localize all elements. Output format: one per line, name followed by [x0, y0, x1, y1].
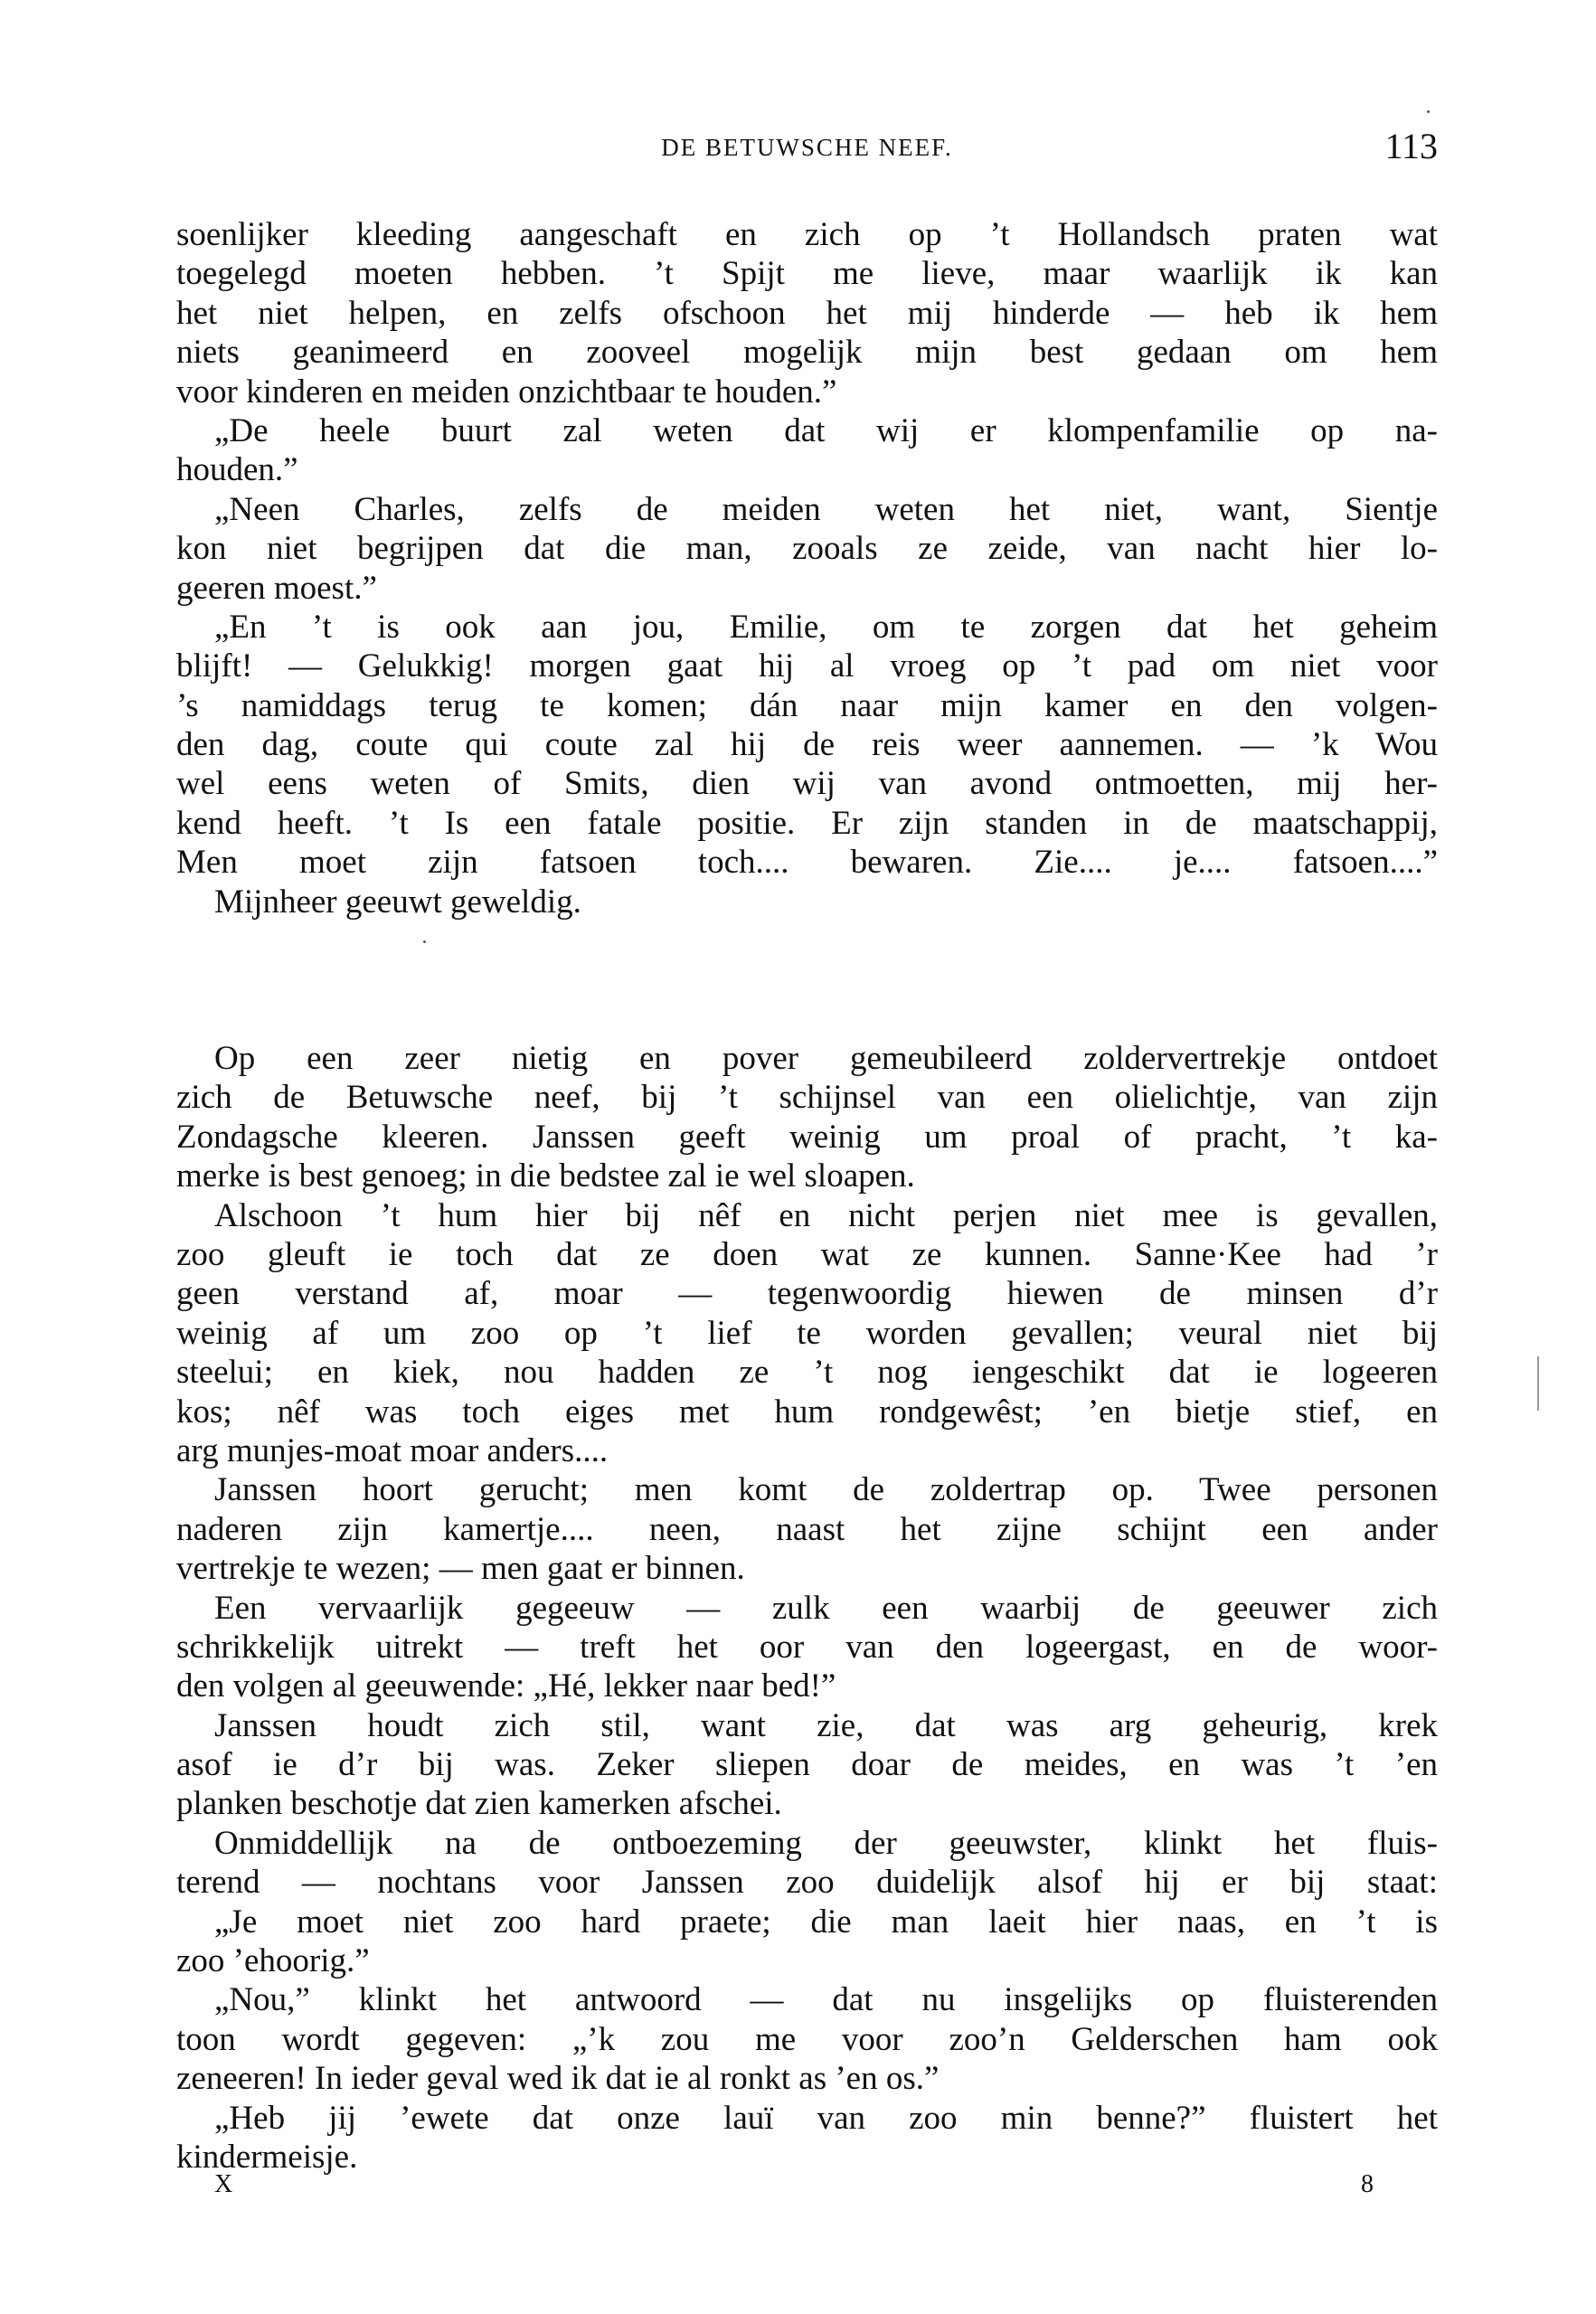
text-line: naderen zijn kamertje.... neen, naast het zijne schijnt een ander: [176, 1510, 1438, 1548]
text-line: geen verstand af, moar — tegenwoordig hiewen de minsen d’r: [176, 1275, 1438, 1313]
running-head: [176, 125, 1438, 170]
scan-speck: [1427, 110, 1430, 113]
text-line: den volgen al geeuwende: „Hé, lekker naar bed!”: [176, 1667, 836, 1705]
text-line: kindermeisje.: [176, 2138, 358, 2176]
text-line: weinig af um zoo op ’t lief te worden gevallen; veural niet bij: [176, 1314, 1438, 1352]
signature-marks: [176, 2170, 1438, 2206]
text-line: toegelegd moeten hebben. ’t Spijt me lieve, maar waarlijk ik kan: [176, 255, 1438, 293]
text-line: Een vervaarlijk gegeeuw — zulk een waarbij de geeuwer zich: [214, 1589, 1438, 1627]
text-line: „De heele buurt zal weten dat wij er klompenfamilie op na-: [214, 411, 1438, 449]
text-line: planken beschotje dat zien kamerken afschei.: [176, 1785, 782, 1823]
text-line: Alschoon ’t hum hier bij nêf en nicht perjen niet mee is gevallen,: [214, 1196, 1438, 1234]
text-line: toon wordt gegeven: „’k zou me voor zoo’n Gelderschen ham ook: [176, 2020, 1438, 2058]
text-line: houden.”: [176, 451, 298, 489]
running-title: DE BETUWSCHE NEEF.: [661, 134, 953, 161]
text-line: den dag, coute qui coute zal hij de reis weer aannemen. — ’k Wou: [176, 726, 1438, 764]
text-line: Mijnheer geeuwt geweldig.: [214, 883, 581, 921]
text-line: kend heeft. ’t Is een fatale positie. Er zijn standen in de maatschappij,: [176, 804, 1438, 842]
text-line: „Neen Charles, zelfs de meiden weten het niet, want, Sientje: [214, 490, 1438, 528]
text-line: voor kinderen en meiden onzichtbaar te houden.”: [176, 373, 837, 411]
text-line: zoo gleuft ie toch dat ze doen wat ze kunnen. Sanne·Kee had ’r: [176, 1235, 1438, 1273]
signature-mark-right: 8: [1361, 2170, 1374, 2198]
text-line: „En ’t is ook aan jou, Emilie, om te zorgen dat het geheim: [214, 608, 1438, 646]
text-line: het niet helpen, en zelfs ofschoon het mij hinderde — heb ik hem: [176, 294, 1438, 332]
text-line: Janssen houdt zich stil, want zie, dat was arg geheurig, krek: [214, 1706, 1438, 1744]
text-line: niets geanimeerd en zooveel mogelijk mijn best gedaan om hem: [176, 334, 1438, 372]
text-line: zich de Betuwsche neef, bij ’t schijnsel van een olielichtje, van zijn: [176, 1079, 1438, 1117]
page-number: 113: [1384, 126, 1438, 166]
text-line: vertrekje te wezen; — men gaat er binnen.: [176, 1550, 745, 1588]
text-line: soenlijker kleeding aangeschaft en zich op ’t Hollandsch praten wat: [176, 216, 1438, 253]
text-line: wel eens weten of Smits, dien wij van avond ontmoetten, mij her-: [176, 765, 1438, 803]
text-line: steelui; en kiek, nou hadden ze ’t nog iengeschikt dat ie logeeren: [176, 1354, 1438, 1392]
scan-edge-mark: [1537, 1356, 1539, 1411]
text-line: zeneeren! In ieder geval wed ik dat ie al ronkt as ’en os.”: [176, 2060, 940, 2098]
text-line: Op een zeer nietig en pover gemeubileerd zoldervertrekje ontdoet: [214, 1040, 1438, 1078]
text-line: schrikkelijk uitrekt — treft het oor van den logeergast, en de woor-: [176, 1628, 1438, 1666]
text-line: merke is best genoeg; in die bedstee zal ie wel sloapen.: [176, 1157, 915, 1195]
text-line: Zondagsche kleeren. Janssen geeft weinig um proal of pracht, ’t ka-: [176, 1118, 1438, 1156]
text-line: „Je moet niet zoo hard praete; die man laeit hier naas, en ’t is: [214, 1903, 1438, 1941]
text-line: kon niet begrijpen dat die man, zooals ze zeide, van nacht hier lo-: [176, 530, 1438, 568]
text-line: terend — nochtans voor Janssen zoo duidelijk alsof hij er bij staat:: [176, 1864, 1438, 1902]
section-dialogue: [176, 215, 1438, 921]
text-line: asof ie d’r bij was. Zeker sliepen doar de meides, en was ’t ’en: [176, 1746, 1438, 1784]
text-line: Men moet zijn fatsoen toch.... bewaren. Zie.... je.... fatsoen....”: [176, 844, 1438, 882]
text-line: Janssen hoort gerucht; men komt de zoldertrap op. Twee personen: [214, 1471, 1438, 1509]
body-text: [176, 215, 1438, 2177]
signature-mark-left: X: [214, 2170, 233, 2198]
text-line: „Nou,” klinkt het antwoord — dat nu insgelijks op fluisterenden: [214, 1981, 1438, 2019]
section-attic-scene: [176, 1039, 1438, 2177]
section-break: [176, 921, 1438, 1039]
text-line: ’s namiddags terug te komen; dán naar mijn kamer en den volgen-: [176, 686, 1438, 724]
text-line: geeren moest.”: [176, 569, 377, 607]
text-line: arg munjes-moat moar anders....: [176, 1431, 609, 1469]
scan-speck: [423, 940, 426, 943]
text-line: blijft! — Gelukkig! morgen gaat hij al vroeg op ’t pad om niet voor: [176, 647, 1438, 685]
text-line: zoo ’ehoorig.”: [176, 1942, 370, 1980]
text-line: Onmiddellijk na de ontboezeming der geeuwster, klinkt het fluis-: [214, 1824, 1438, 1862]
text-line: „Heb jij ’ewete dat onze lauï van zoo min benne?” fluistert het: [214, 2099, 1438, 2137]
text-line: kos; nêf was toch eiges met hum rondgewêst; ’en bietje stief, en: [176, 1393, 1438, 1431]
